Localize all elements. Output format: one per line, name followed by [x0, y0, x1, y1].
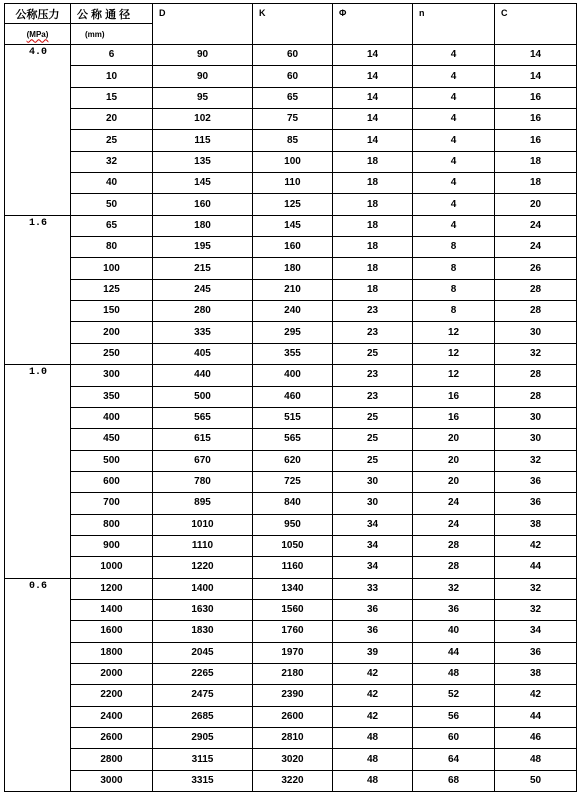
- table-cell: 355: [253, 343, 333, 364]
- table-cell: 280: [153, 301, 253, 322]
- table-cell: 1600: [71, 621, 153, 642]
- table-cell: 80: [71, 237, 153, 258]
- table-cell: 23: [333, 301, 413, 322]
- table-cell: 620: [253, 450, 333, 471]
- table-cell: 33: [333, 578, 413, 599]
- table-cell: 16: [413, 386, 495, 407]
- diameter-header: 公 称 通 径: [71, 4, 153, 24]
- table-cell: 460: [253, 386, 333, 407]
- table-cell: 20: [413, 471, 495, 492]
- table-cell: 400: [253, 365, 333, 386]
- table-cell: 2400: [71, 706, 153, 727]
- table-cell: 1800: [71, 642, 153, 663]
- table-cell: 125: [253, 194, 333, 215]
- table-cell: 32: [71, 151, 153, 172]
- table-cell: 24: [495, 215, 577, 236]
- table-cell: 440: [153, 365, 253, 386]
- table-cell: 34: [333, 557, 413, 578]
- pressure-unit: (MPa): [5, 24, 71, 45]
- table-cell: 26: [495, 258, 577, 279]
- pressure-group-cell: 4.0: [5, 45, 71, 216]
- table-cell: 180: [253, 258, 333, 279]
- table-cell: 1340: [253, 578, 333, 599]
- table-cell: 30: [495, 429, 577, 450]
- table-cell: 2905: [153, 728, 253, 749]
- table-cell: 240: [253, 301, 333, 322]
- flange-dimension-table: [4, 3, 577, 792]
- table-cell: 4: [413, 151, 495, 172]
- table-row: [5, 130, 577, 151]
- table-row: [5, 706, 577, 727]
- table-cell: 25: [333, 450, 413, 471]
- table-cell: 840: [253, 493, 333, 514]
- table-cell: 18: [333, 279, 413, 300]
- table-row: [5, 237, 577, 258]
- table-row: [5, 770, 577, 791]
- table-cell: 65: [253, 87, 333, 108]
- table-cell: 44: [413, 642, 495, 663]
- table-cell: 32: [495, 450, 577, 471]
- table-cell: 102: [153, 109, 253, 130]
- table-cell: 2600: [253, 706, 333, 727]
- table-cell: 2180: [253, 663, 333, 684]
- pressure-header: 公称压力: [5, 4, 71, 24]
- table-cell: 3115: [153, 749, 253, 770]
- table-cell: 6: [71, 45, 153, 66]
- table-cell: 20: [413, 429, 495, 450]
- table-row: [5, 322, 577, 343]
- table-cell: 28: [413, 557, 495, 578]
- table-cell: 600: [71, 471, 153, 492]
- table-cell: 195: [153, 237, 253, 258]
- table-cell: 500: [153, 386, 253, 407]
- table-row: [5, 642, 577, 663]
- table-cell: 30: [495, 322, 577, 343]
- table-row: [5, 728, 577, 749]
- table-row: [5, 621, 577, 642]
- table-cell: 48: [333, 770, 413, 791]
- table-cell: 8: [413, 237, 495, 258]
- table-row: [5, 215, 577, 236]
- table-cell: 145: [153, 173, 253, 194]
- table-cell: 28: [495, 365, 577, 386]
- table-cell: 25: [333, 429, 413, 450]
- table-cell: 4: [413, 66, 495, 87]
- table-cell: 65: [71, 215, 153, 236]
- table-cell: 18: [333, 215, 413, 236]
- table-cell: 40: [413, 621, 495, 642]
- table-cell: 28: [495, 386, 577, 407]
- table-cell: 4: [413, 109, 495, 130]
- table-cell: 110: [253, 173, 333, 194]
- table-cell: 160: [253, 237, 333, 258]
- table-cell: 210: [253, 279, 333, 300]
- table-cell: 250: [71, 343, 153, 364]
- table-cell: 18: [495, 173, 577, 194]
- table-cell: 32: [495, 578, 577, 599]
- table-cell: 50: [495, 770, 577, 791]
- table-cell: 25: [71, 130, 153, 151]
- table-cell: 16: [495, 109, 577, 130]
- table-row: [5, 386, 577, 407]
- table-cell: 8: [413, 279, 495, 300]
- table-cell: 2000: [71, 663, 153, 684]
- table-cell: 40: [71, 173, 153, 194]
- table-cell: 4: [413, 194, 495, 215]
- table-row: [5, 407, 577, 428]
- table-cell: 295: [253, 322, 333, 343]
- table-cell: 34: [333, 535, 413, 556]
- table-cell: 18: [333, 237, 413, 258]
- table-cell: 1830: [153, 621, 253, 642]
- table-cell: 515: [253, 407, 333, 428]
- col-header-d: D: [153, 4, 253, 45]
- table-cell: 60: [413, 728, 495, 749]
- table-cell: 16: [495, 130, 577, 151]
- table-row: [5, 279, 577, 300]
- table-cell: 900: [71, 535, 153, 556]
- table-cell: 32: [413, 578, 495, 599]
- table-cell: 180: [153, 215, 253, 236]
- table-cell: 46: [495, 728, 577, 749]
- table-cell: 25: [333, 407, 413, 428]
- table-cell: 52: [413, 685, 495, 706]
- table-cell: 48: [495, 749, 577, 770]
- table-cell: 4: [413, 87, 495, 108]
- table-cell: 24: [413, 514, 495, 535]
- table-cell: 42: [495, 535, 577, 556]
- table-cell: 28: [495, 279, 577, 300]
- table-cell: 1010: [153, 514, 253, 535]
- table-row: [5, 599, 577, 620]
- table-cell: 16: [495, 87, 577, 108]
- table-cell: 1760: [253, 621, 333, 642]
- table-cell: 20: [495, 194, 577, 215]
- table-cell: 42: [333, 706, 413, 727]
- table-cell: 15: [71, 87, 153, 108]
- table-cell: 14: [333, 109, 413, 130]
- table-cell: 800: [71, 514, 153, 535]
- table-cell: 36: [495, 493, 577, 514]
- table-cell: 950: [253, 514, 333, 535]
- table-cell: 115: [153, 130, 253, 151]
- table-cell: 38: [495, 514, 577, 535]
- table-cell: 30: [333, 493, 413, 514]
- table-row: [5, 173, 577, 194]
- table-cell: 48: [413, 663, 495, 684]
- table-cell: 60: [253, 66, 333, 87]
- table-row: [5, 514, 577, 535]
- table-row: [5, 109, 577, 130]
- table-cell: 8: [413, 258, 495, 279]
- table-cell: 12: [413, 365, 495, 386]
- table-row: [5, 66, 577, 87]
- table-row: [5, 450, 577, 471]
- table-cell: 780: [153, 471, 253, 492]
- table-cell: 1000: [71, 557, 153, 578]
- table-cell: 14: [495, 66, 577, 87]
- table-cell: 64: [413, 749, 495, 770]
- table-row: [5, 87, 577, 108]
- table-cell: 14: [333, 45, 413, 66]
- pressure-group-cell: 1.0: [5, 365, 71, 578]
- table-cell: 1630: [153, 599, 253, 620]
- table-row: [5, 301, 577, 322]
- table-cell: 670: [153, 450, 253, 471]
- table-cell: 1160: [253, 557, 333, 578]
- table-cell: 3220: [253, 770, 333, 791]
- table-cell: 14: [333, 130, 413, 151]
- table-cell: 28: [495, 301, 577, 322]
- table-cell: 18: [333, 173, 413, 194]
- table-cell: 50: [71, 194, 153, 215]
- table-cell: 3020: [253, 749, 333, 770]
- table-body: [5, 45, 577, 792]
- table-cell: 2810: [253, 728, 333, 749]
- table-cell: 3000: [71, 770, 153, 791]
- table-cell: 100: [253, 151, 333, 172]
- table-cell: 28: [413, 535, 495, 556]
- table-cell: 25: [333, 343, 413, 364]
- table-cell: 100: [71, 258, 153, 279]
- table-cell: 2600: [71, 728, 153, 749]
- table-cell: 2045: [153, 642, 253, 663]
- table-cell: 18: [333, 194, 413, 215]
- table-cell: 1400: [71, 599, 153, 620]
- table-cell: 14: [333, 66, 413, 87]
- table-cell: 3315: [153, 770, 253, 791]
- table-cell: 4: [413, 130, 495, 151]
- col-header-c: C: [495, 4, 577, 45]
- table-cell: 150: [71, 301, 153, 322]
- table-cell: 85: [253, 130, 333, 151]
- table-cell: 4: [413, 215, 495, 236]
- table-cell: 30: [333, 471, 413, 492]
- table-row: [5, 151, 577, 172]
- table-row: [5, 749, 577, 770]
- table-cell: 30: [495, 407, 577, 428]
- col-header-n: n: [413, 4, 495, 45]
- table-header: [5, 4, 577, 45]
- table-cell: 90: [153, 45, 253, 66]
- table-cell: 42: [333, 663, 413, 684]
- table-cell: 405: [153, 343, 253, 364]
- table-cell: 2475: [153, 685, 253, 706]
- table-row: [5, 471, 577, 492]
- table-cell: 2390: [253, 685, 333, 706]
- table-row: [5, 578, 577, 599]
- pressure-group-cell: 0.6: [5, 578, 71, 791]
- table-cell: 700: [71, 493, 153, 514]
- table-cell: 34: [333, 514, 413, 535]
- table-cell: 48: [333, 749, 413, 770]
- table-cell: 23: [333, 365, 413, 386]
- table-cell: 44: [495, 557, 577, 578]
- table-cell: 36: [495, 471, 577, 492]
- col-header-k: K: [253, 4, 333, 45]
- table-cell: 4: [413, 45, 495, 66]
- table-row: [5, 194, 577, 215]
- table-cell: 36: [495, 642, 577, 663]
- table-cell: 145: [253, 215, 333, 236]
- table-cell: 1970: [253, 642, 333, 663]
- diameter-unit: (mm): [71, 24, 153, 45]
- table-cell: 615: [153, 429, 253, 450]
- pressure-group-cell: 1.6: [5, 215, 71, 364]
- table-cell: 14: [333, 87, 413, 108]
- table-cell: 1050: [253, 535, 333, 556]
- table-row: [5, 557, 577, 578]
- table-cell: 24: [413, 493, 495, 514]
- table-cell: 32: [495, 343, 577, 364]
- table-cell: 14: [495, 45, 577, 66]
- table-row: [5, 663, 577, 684]
- table-cell: 215: [153, 258, 253, 279]
- table-cell: 32: [495, 599, 577, 620]
- table-cell: 68: [413, 770, 495, 791]
- table-cell: 36: [413, 599, 495, 620]
- col-header-phi: Φ: [333, 4, 413, 45]
- table-cell: 20: [71, 109, 153, 130]
- table-cell: 895: [153, 493, 253, 514]
- table-cell: 95: [153, 87, 253, 108]
- table-cell: 56: [413, 706, 495, 727]
- table-cell: 725: [253, 471, 333, 492]
- table-row: [5, 343, 577, 364]
- table-cell: 450: [71, 429, 153, 450]
- table-cell: 42: [495, 685, 577, 706]
- table-cell: 1200: [71, 578, 153, 599]
- table-cell: 42: [333, 685, 413, 706]
- table-cell: 36: [333, 599, 413, 620]
- table-cell: 1220: [153, 557, 253, 578]
- table-cell: 38: [495, 663, 577, 684]
- table-cell: 23: [333, 386, 413, 407]
- table-cell: 18: [333, 151, 413, 172]
- table-cell: 60: [253, 45, 333, 66]
- table-cell: 36: [333, 621, 413, 642]
- table-cell: 1560: [253, 599, 333, 620]
- table-row: [5, 685, 577, 706]
- table-cell: 1400: [153, 578, 253, 599]
- table-cell: 16: [413, 407, 495, 428]
- table-cell: 1110: [153, 535, 253, 556]
- table-row: [5, 258, 577, 279]
- table-cell: 4: [413, 173, 495, 194]
- table-cell: 75: [253, 109, 333, 130]
- table-row: [5, 365, 577, 386]
- table-cell: 12: [413, 343, 495, 364]
- table-cell: 8: [413, 301, 495, 322]
- table-cell: 2265: [153, 663, 253, 684]
- table-cell: 350: [71, 386, 153, 407]
- table-cell: 565: [153, 407, 253, 428]
- table-cell: 10: [71, 66, 153, 87]
- table-cell: 160: [153, 194, 253, 215]
- table-cell: 2685: [153, 706, 253, 727]
- document-page: [4, 3, 577, 792]
- table-cell: 400: [71, 407, 153, 428]
- table-cell: 500: [71, 450, 153, 471]
- table-cell: 90: [153, 66, 253, 87]
- table-cell: 2800: [71, 749, 153, 770]
- table-cell: 44: [495, 706, 577, 727]
- table-row: [5, 45, 577, 66]
- table-cell: 48: [333, 728, 413, 749]
- table-row: [5, 493, 577, 514]
- table-cell: 2200: [71, 685, 153, 706]
- table-cell: 135: [153, 151, 253, 172]
- table-cell: 23: [333, 322, 413, 343]
- table-cell: 18: [333, 258, 413, 279]
- table-cell: 34: [495, 621, 577, 642]
- table-cell: 24: [495, 237, 577, 258]
- table-cell: 565: [253, 429, 333, 450]
- table-cell: 12: [413, 322, 495, 343]
- table-cell: 39: [333, 642, 413, 663]
- table-cell: 335: [153, 322, 253, 343]
- table-row: [5, 429, 577, 450]
- table-cell: 300: [71, 365, 153, 386]
- table-cell: 20: [413, 450, 495, 471]
- table-cell: 200: [71, 322, 153, 343]
- table-cell: 18: [495, 151, 577, 172]
- table-row: [5, 535, 577, 556]
- table-cell: 245: [153, 279, 253, 300]
- table-cell: 125: [71, 279, 153, 300]
